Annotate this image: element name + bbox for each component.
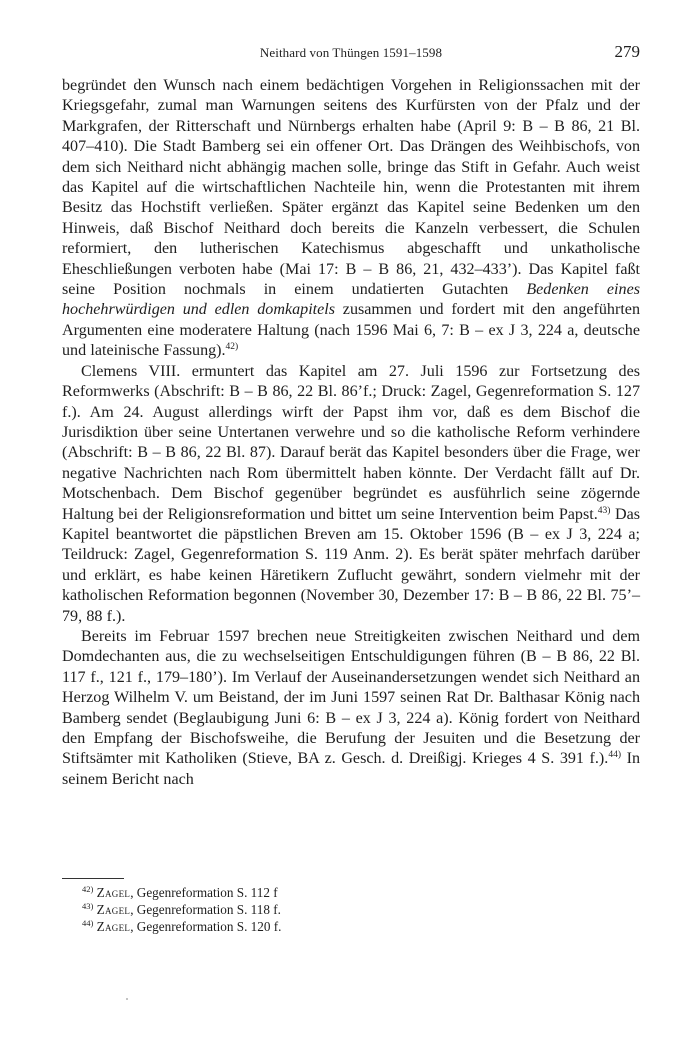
footnote-number: 43) (82, 901, 94, 912)
footnote-author: Zagel (96, 919, 131, 935)
document-title-italic: Bedenken eines hochehrwürdigen und edlen domkapitels (62, 281, 640, 319)
footnote-reference: , Gegenreformation S. 120 f. (130, 919, 282, 935)
text-run: Bereits im Februar 1597 brechen neue Streitigkeiten zwischen Neithard und dem Domdechanten aus, die zu wechselseitigen Entschuldigungen führen (B – B 86, 22 Bl. 117 f., 121 f., 179–180’). Im Verlauf der Auseinandersetzungen wendet sich Neithard an Herzog Wilhelm V. um Beistand, der im Juni 1597 seinen Rat Dr. Balthasar König nach Bamberg sendet (Beglaubigung Juni 6: B – ex J 3, 224 a). König fordert von Neithard den Empfang der Bischofsweihe, die Berufung der Jesuiten und die Besetzung der Stiftsämter mit Katholiken (Stieve, BA z. Gesch. d. Dreißigj. Krieges 4 S. 391 f.). (62, 627, 640, 768)
footnote-42 (82, 884, 622, 901)
text-run: begründet den Wunsch nach einem bedächtigen Vorgehen in Religionssachen mit der Kriegsgefahr, zumal man Warnungen seitens des Kurfürsten von der Pfalz und der Markgrafen, der Ritterschaft und Nürnbergs erhalten habe (April 9: B – B 86, 21 Bl. 407–410). Die Stadt Bamberg sei ein offener Ort. Das Drängen des Weihbischofs, von dem sich Neithard nicht abhängig machen solle, bringe das Stift in Gefahr. Auch weist das Kapitel auf die wirtschaftlichen Nachteile hin, wenn die Protestanten mit ihrem Besitz das Hochstift verließen. Später ergänzt das Kapitel seine Bedenken um den Hinweis, daß Bischof Neithard doch bereits die Kanzeln verbessert, die Schulen reformiert, den lutherischen Katechismus abgeschafft und unkatholische Eheschließungen verboten habe (Mai 17: B – B 86, 21, 432–433’). Das Kapitel faßt seine Position nochmals in einem undatierten Gutachten (62, 77, 640, 299)
scan-speck (126, 998, 128, 1000)
text-body (62, 76, 640, 790)
footnote-number: 42) (82, 884, 94, 894)
running-head (62, 42, 640, 64)
body-paragraph (62, 627, 640, 790)
footnote-author: Zagel (96, 902, 131, 918)
body-paragraph (62, 362, 640, 627)
footnote-ref-43[interactable]: 43) (597, 505, 611, 516)
running-title: Neithard von Thüngen 1591–1598 (259, 45, 443, 60)
footnote-44 (82, 918, 622, 935)
footnote-ref-44[interactable]: 44) (608, 750, 621, 761)
footnote-reference: , Gegenreformation S. 118 f. (130, 902, 281, 918)
text-run: In seinem Bericht nach (62, 750, 640, 788)
page-number: 279 (614, 42, 640, 61)
footnote-divider (62, 878, 124, 879)
text-run: Clemens VIII. ermuntert das Kapitel am 27. Juli 1596 zur Fortsetzung des Reformwerks (Abschrift: B – B 86, 22 Bl. 86’f.; Druck: Zagel, Gegenreformation S. 127 f.). Am 24. August allerdings wirft der Papst ihm vor, daß es dem Bischof die Jurisdiktion über seine Untertanen verwehre und so die katholische Reform verhindere (Abschrift: B – B 86, 22 Bl. 87). Darauf berät das Kapitel besonders über die Frage, wer negative Nachrichten nach Rom übermittelt haben könnte. Der Verdacht fällt auf Dr. Motschenbach. Dem Bischof gegenüber begründet es ausführlich seine zögernde Haltung bei der Religionsreformation und bittet um seine Intervention beim Papst. (62, 362, 640, 523)
footnote-43 (82, 901, 622, 918)
footnote-number: 44) (82, 918, 94, 929)
body-paragraph (62, 76, 640, 362)
footnote-author: Zagel (96, 885, 131, 900)
footnote-reference: , Gegenreformation S. 112 f (130, 885, 278, 900)
text-run: Das Kapitel beantwortet die päpstlichen Breven am 15. Oktober 1596 (B – ex J 3, 224 a; Teildruck: Zagel, Gegenreformation S. 119 Anm. 2). Es berät später mehrfach darüber und erklärt, es habe keinen Häretikern Zuflucht gewährt, sondern vielmehr mit der katholischen Reformation begonnen (November 30, Dezember 17: B – B 86, 22 Bl. 75’–79, 88 f.). (62, 505, 640, 625)
footnotes (82, 884, 622, 936)
text-run: zusammen und fordert mit den angeführten Argumenten eine moderatere Haltung (nach 1596 Mai 6, 7: B – ex J 3, 224 a, deutsche und lateinische Fassung). (62, 301, 640, 360)
footnote-ref-42[interactable]: 42) (225, 342, 239, 353)
